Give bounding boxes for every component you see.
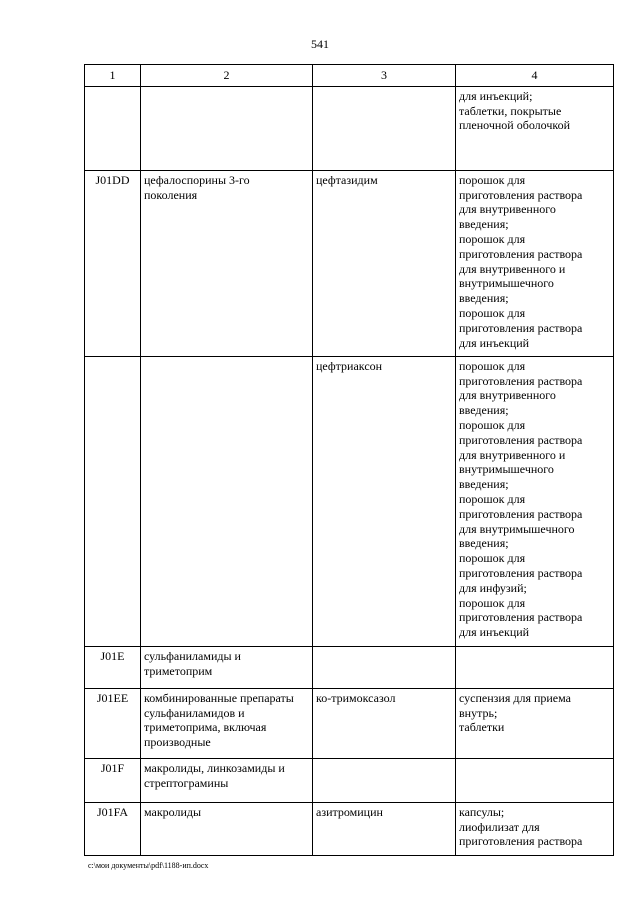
form-cell: порошок для приготовления раствора для внутривенного введения; порошок для приготовления раствора для внутривенного и внутримышечного введения; порошок для приготовления раствора для инъекций — [456, 170, 614, 356]
atc-code-cell: J01FA — [85, 802, 141, 855]
column-header: 2 — [141, 65, 313, 87]
group-cell — [141, 86, 313, 170]
table-row — [85, 758, 614, 802]
drug-cell — [313, 646, 456, 688]
footer-file-path: c:\мои документы\pdf\1188-ип.docx — [88, 861, 209, 870]
form-cell: для инъекций; таблетки, покрытые пленочной оболочкой — [456, 86, 614, 170]
atc-code-cell — [85, 356, 141, 646]
drug-cell: цефтазидим — [313, 170, 456, 356]
drug-cell — [313, 758, 456, 802]
group-cell: макролиды, линкозамиды и стрептограмины — [141, 758, 313, 802]
group-cell: макролиды — [141, 802, 313, 855]
header-row — [85, 65, 614, 87]
table-row — [85, 688, 614, 758]
form-cell: порошок для приготовления раствора для внутривенного введения; порошок для приготовления раствора для внутривенного и внутримышечного введения; порошок для приготовления раствора для внутримышечного введения; порошок для приготовления раствора для инфузий; порошок для приготовления раствора для инъекций — [456, 356, 614, 646]
table-row — [85, 86, 614, 170]
atc-code-cell: J01DD — [85, 170, 141, 356]
column-header: 4 — [456, 65, 614, 87]
drug-cell — [313, 86, 456, 170]
atc-code-cell: J01E — [85, 646, 141, 688]
drug-cell: азитромицин — [313, 802, 456, 855]
atc-code-cell — [85, 86, 141, 170]
column-header: 3 — [313, 65, 456, 87]
form-cell: суспензия для приема внутрь; таблетки — [456, 688, 614, 758]
form-cell — [456, 646, 614, 688]
form-cell: капсулы; лиофилизат для приготовления раствора — [456, 802, 614, 855]
atc-code-cell: J01EE — [85, 688, 141, 758]
column-header: 1 — [85, 65, 141, 87]
group-cell — [141, 356, 313, 646]
table-row — [85, 646, 614, 688]
table-row — [85, 802, 614, 855]
table-row — [85, 356, 614, 646]
drug-cell: ко-тримоксазол — [313, 688, 456, 758]
form-cell — [456, 758, 614, 802]
group-cell: сульфаниламиды и триметоприм — [141, 646, 313, 688]
atc-code-cell: J01F — [85, 758, 141, 802]
group-cell: цефалоспорины 3-го поколения — [141, 170, 313, 356]
drug-cell: цефтриаксон — [313, 356, 456, 646]
drug-table — [84, 64, 614, 856]
table-row — [85, 170, 614, 356]
page-number: 541 — [311, 37, 329, 51]
group-cell: комбинированные препараты сульфаниламидов и триметоприма, включая производные — [141, 688, 313, 758]
